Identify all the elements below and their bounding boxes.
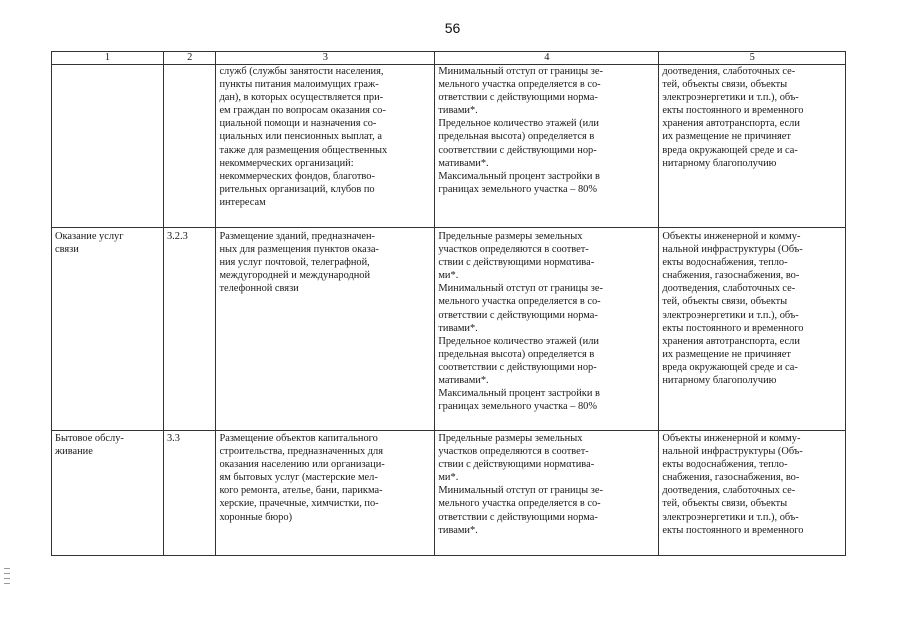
regulations-table (51, 51, 846, 556)
use-name-cell: Бытовое обслу- живание (52, 431, 164, 556)
table-header-row (52, 52, 846, 65)
auxiliary-uses-cell: Объекты инженерной и комму- нальной инфраструктуры (Объ- екты водоснабжения, тепло- снабжения, газоснабжения, во- доотведения, слаботочных се- тей, объекты связи, объекты электроэнергетики и т.п.), объ- екты постоянного и временного хранения автотранспорта, если их размещение не причиняет вреда окружающей среде и са- нитарному благополучию (659, 228, 846, 431)
margin-marks (4, 568, 10, 590)
column-header-1: 1 (52, 52, 164, 65)
use-description-cell: служб (службы занятости населения, пункты питания малоимущих граж- дан), в которых осуществляется при- ем граждан по вопросам оказания со- циальной помощи и назначения со- циальных или пенсионных выплат, а также для размещения общественных некоммерческих организаций: некоммерческих фондов, благотво- рительных организаций, клубов по интересам (216, 65, 435, 228)
page-number: 56 (444, 20, 461, 36)
table-row (52, 431, 846, 556)
column-header-5: 5 (659, 52, 846, 65)
table-row (52, 65, 846, 228)
parameters-cell: Минимальный отступ от границы зе- мельного участка определяется в со- ответствии с действующими норма- тивами*. Предельное количество этажей (или предельная высота) определяется в соответствии с действующими нор- мативами*. Максимальный процент застройки в границах земельного участка – 80% (435, 65, 659, 228)
column-header-4: 4 (435, 52, 659, 65)
use-name-cell (52, 65, 164, 228)
table-row (52, 228, 846, 431)
auxiliary-uses-cell: доотведения, слаботочных се- тей, объекты связи, объекты электроэнергетики и т.п.), объ- екты постоянного и временного хранения автотранспорта, если их размещение не причиняет вреда окружающей среде и са- нитарному благополучию (659, 65, 846, 228)
use-code-cell: 3.2.3 (163, 228, 215, 431)
auxiliary-uses-cell: Объекты инженерной и комму- нальной инфраструктуры (Объ- екты водоснабжения, тепло- снабжения, газоснабжения, во- доотведения, слаботочных се- тей, объекты связи, объекты электроэнергетики и т.п.), объ- екты постоянного и временного (659, 431, 846, 556)
parameters-cell: Предельные размеры земельных участков определяются в соответ- ствии с действующими нормατива- ми*. Минимальный отступ от границы зе- мельного участка определяется в со- ответствии с действующими норма- тивами*. (435, 431, 659, 556)
use-description-cell: Размещение объектов капитального строительства, предназначенных для оказания населению или организаци- ям бытовых услуг (мастерские мел- кого ремонта, ателье, бани, парикма- херские, прачечные, химчистки, по- хоронные бюро) (216, 431, 435, 556)
use-code-cell: 3.3 (163, 431, 215, 556)
use-code-cell (163, 65, 215, 228)
column-header-3: 3 (216, 52, 435, 65)
use-name-cell: Оказание услуг связи (52, 228, 164, 431)
use-description-cell: Размещение зданий, предназначен- ных для размещения пунктов оказа- ния услуг почтовой, телеграфной, междугородней и международной телефонной связи (216, 228, 435, 431)
column-header-2: 2 (163, 52, 215, 65)
parameters-cell: Предельные размеры земельных участков определяются в соответ- ствии с действующими нормατива- ми*. Минимальный отступ от границы зе- мельного участка определяется в со- ответствии с действующими норма- тивами*. Предельное количество этажей (или предельная высота) определяется в соответствии с действующими нор- мативами*. Максимальный процент застройки в границах земельного участка – 80% (435, 228, 659, 431)
